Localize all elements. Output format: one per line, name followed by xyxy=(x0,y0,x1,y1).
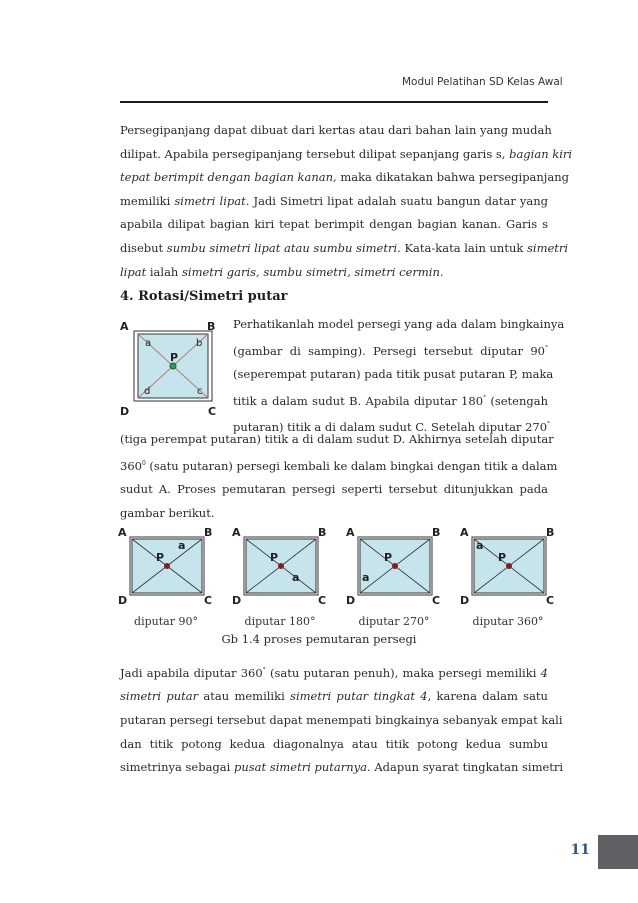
text-segment: putaran) titik a di dalam sudut C. Setelah diputar 270 xyxy=(233,419,548,434)
text-line xyxy=(120,756,564,780)
text-line xyxy=(233,337,548,363)
corner-label-c: C xyxy=(432,594,441,605)
text-segment: 360 xyxy=(120,458,142,473)
text-segment: ° xyxy=(262,667,266,674)
text-segment: Kata-kata lain untuk xyxy=(400,240,527,255)
text-segment: disebut xyxy=(120,240,167,255)
corner-label-b: B xyxy=(204,526,213,539)
text-segment: simetri lipat. xyxy=(174,193,250,208)
corner-label-b: B xyxy=(318,526,327,539)
text-line xyxy=(120,685,548,709)
rotation-figure-drawing xyxy=(232,523,328,605)
rotation-caption: diputar 90° xyxy=(134,615,198,628)
text-segment: sudut A. Proses pemutaran persegi seperti tersebut ditunjukkan pada xyxy=(120,482,548,497)
corner-label-c: C xyxy=(208,405,217,416)
corner-label-a: A xyxy=(120,320,129,333)
rotation-caption: diputar 360° xyxy=(472,615,544,628)
section-title: 4. Rotasi/Simetri putar xyxy=(120,289,288,304)
header-divider xyxy=(120,101,548,103)
center-point xyxy=(278,563,284,569)
corner-label-a: A xyxy=(118,526,127,539)
text-line xyxy=(233,387,548,413)
paragraph-rotation-cont xyxy=(120,428,558,525)
text-segment: memiliki xyxy=(120,193,175,208)
text-segment: Adapun syarat tingkatan simetri xyxy=(370,760,564,775)
text-segment: Jadi apabila diputar 360 xyxy=(120,665,263,680)
text-line xyxy=(120,143,573,167)
text-segment: 4 xyxy=(540,665,548,680)
rotation-caption: diputar 270° xyxy=(358,615,430,628)
corner-label-d: D xyxy=(120,405,130,416)
text-segment: pusat simetri putarnya. xyxy=(233,760,371,775)
text-segment: tepat berimpit dengan bagian kanan, xyxy=(120,170,337,185)
center-label: P xyxy=(384,551,393,564)
paragraph-symmetry-fold xyxy=(120,119,573,284)
center-point xyxy=(392,563,398,569)
text-segment: (tiga perempat putaran) titik a di dalam sudut D. Akhirnya setelah diputar xyxy=(120,432,554,446)
text-line xyxy=(120,213,548,237)
text-segment: atau memiliki xyxy=(198,689,291,704)
rotation-figure xyxy=(346,523,442,628)
text-segment: ialah xyxy=(146,264,182,279)
center-label: P xyxy=(170,351,179,364)
text-segment: Perhatikanlah model persegi yang ada dalam bingkainya xyxy=(233,317,565,331)
text-segment: titik a dalam sudut B. Apabila diputar 180 xyxy=(233,393,484,408)
text-segment: Jadi Simetri lipat adalah suatu bangun datar yang xyxy=(249,193,549,208)
text-line xyxy=(120,709,563,733)
center-label: P xyxy=(156,551,165,564)
corner-label-d: D xyxy=(118,594,128,605)
rotation-figure-drawing xyxy=(460,523,556,605)
rotation-figure-drawing xyxy=(118,523,214,605)
text-line xyxy=(120,452,558,478)
rotation-figure-drawing xyxy=(346,523,442,605)
text-segment: putaran persegi tersebut dapat menempati bingkainya sebanyak empat kali xyxy=(120,713,563,728)
center-label: P xyxy=(270,551,279,564)
text-segment: simetri putar tingkat 4 xyxy=(290,689,428,704)
rotation-figure xyxy=(232,523,328,628)
text-segment: (setengah xyxy=(486,393,548,408)
corner-label-a: A xyxy=(460,526,469,539)
text-segment: (gambar di samping). Persegi tersebut diputar 90 xyxy=(233,343,545,358)
corner-label-b: B xyxy=(546,526,555,539)
text-segment: maka dikatakan bahwa persegipanjang xyxy=(336,170,570,185)
text-line xyxy=(120,659,548,685)
text-line xyxy=(120,261,548,285)
rotation-figure xyxy=(118,523,214,628)
text-line xyxy=(120,733,548,757)
text-segment: simetri garis, sumbu simetri, simetri cermin. xyxy=(182,264,444,279)
paragraph-rotation-side xyxy=(233,313,565,439)
text-segment: (satu putaran) persegi kembali ke dalam bingkai dengan titik a dalam xyxy=(145,458,558,473)
rotation-figures xyxy=(118,523,555,631)
marker-label: a xyxy=(476,539,484,552)
text-line xyxy=(120,237,569,261)
inner-label-b: b xyxy=(196,338,203,349)
text-segment: sumbu simetri lipat atau sumbu simetri. xyxy=(166,240,401,255)
text-segment: Persegipanjang dapat dibuat dari kertas atau dari bahan lain yang mudah xyxy=(120,123,552,137)
rotation-figure xyxy=(460,523,556,628)
corner-label-c: C xyxy=(204,594,213,605)
page-number: 11 xyxy=(570,842,590,858)
text-segment: lipat xyxy=(120,264,147,279)
text-line xyxy=(120,190,548,214)
corner-label-a: A xyxy=(346,526,355,539)
rotation-caption: diputar 180° xyxy=(244,615,316,628)
text-segment: (satu putaran penuh), maka persegi memiliki xyxy=(265,665,541,680)
figure-caption: Gb 1.4 proses pemutaran persegi xyxy=(221,632,417,646)
corner-label-a: A xyxy=(232,526,241,539)
text-segment: dan titik potong kedua diagonalnya atau titik potong kedua sumbu xyxy=(120,736,548,751)
corner-label-c: C xyxy=(318,594,327,605)
marker-label: a xyxy=(362,571,370,584)
corner-label-d: D xyxy=(460,594,470,605)
text-line xyxy=(120,166,570,190)
center-point xyxy=(164,563,170,569)
text-segment: gambar berikut. xyxy=(120,505,215,520)
center-label: P xyxy=(498,551,507,564)
corner-label-b: B xyxy=(207,320,216,333)
page-number-bar xyxy=(598,835,638,869)
text-segment: ° xyxy=(547,421,551,429)
inner-label-c: c xyxy=(197,386,203,397)
text-segment: bagian kiri xyxy=(509,146,573,161)
running-header: Modul Pelatihan SD Kelas Awal xyxy=(402,76,563,88)
main-square-figure xyxy=(118,316,226,416)
text-segment: simetrinya sebagai xyxy=(120,760,234,775)
text-line xyxy=(120,428,554,452)
paragraph-rotational-symmetry xyxy=(120,659,564,780)
corner-label-c: C xyxy=(546,594,555,605)
text-segment: ° xyxy=(483,394,487,402)
text-segment: simetri putar xyxy=(120,689,199,704)
corner-label-d: D xyxy=(346,594,356,605)
marker-label: a xyxy=(292,571,300,584)
text-segment: 0 xyxy=(141,459,146,467)
text-segment: (seperempat putaran) pada titik pusat putaran P, maka xyxy=(233,367,554,382)
center-point xyxy=(506,563,512,569)
inner-label-a: a xyxy=(145,338,152,349)
inner-label-d: d xyxy=(144,386,151,397)
text-line xyxy=(233,363,554,387)
text-line xyxy=(120,478,548,502)
corner-label-b: B xyxy=(432,526,441,539)
text-line xyxy=(120,502,548,526)
text-segment: , karena dalam satu xyxy=(427,689,548,704)
text-segment: dilipat. Apabila persegipanjang tersebut dilipat sepanjang garis s, xyxy=(120,146,510,161)
text-segment: apabila dilipat bagian kiri tepat berimpit dengan bagian kanan. Garis s xyxy=(120,217,548,232)
marker-label: a xyxy=(178,539,186,552)
corner-label-d: D xyxy=(232,594,242,605)
text-segment: ° xyxy=(545,344,548,352)
text-segment: simetri xyxy=(526,240,569,255)
text-line xyxy=(120,119,552,143)
text-line xyxy=(233,313,565,337)
